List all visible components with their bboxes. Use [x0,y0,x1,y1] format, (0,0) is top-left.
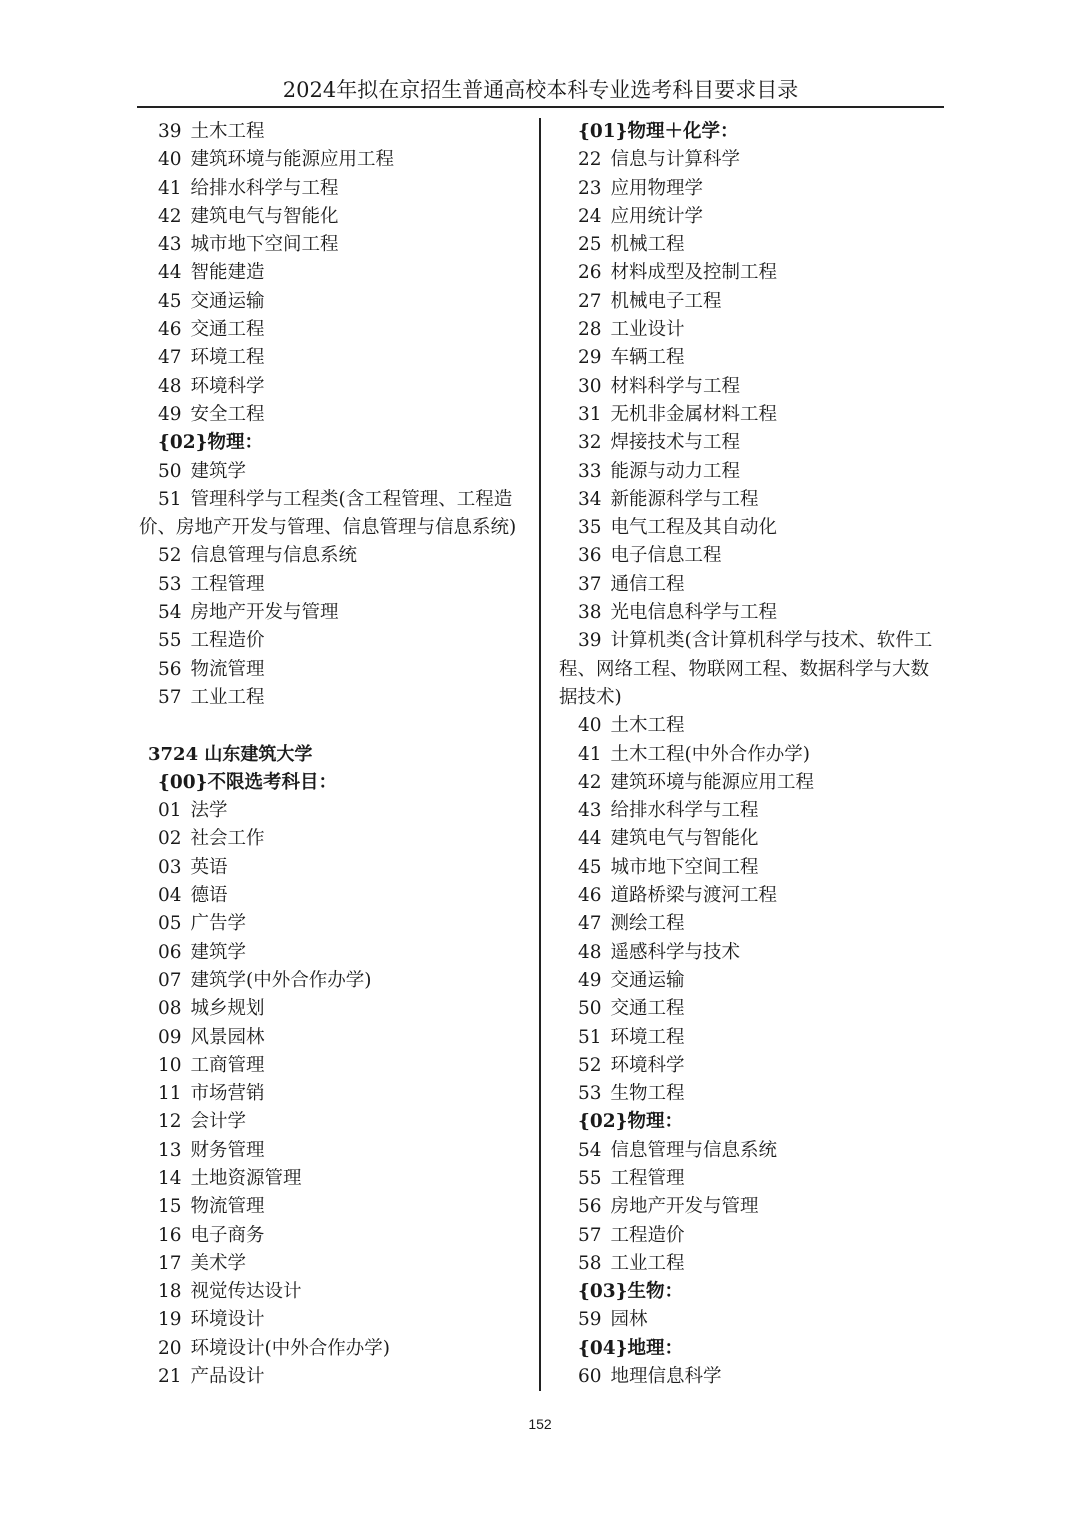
subject-group-heading: {03}生物： [578,1281,684,1303]
major-code: 53 [158,573,182,595]
major-code: 06 [158,941,182,963]
major-name: 工业设计 [610,319,685,341]
major-code: 50 [578,998,602,1020]
major-code: 54 [158,602,182,624]
major-name: 产品设计 [190,1366,265,1388]
major-item [139,910,531,938]
major-name: 土木工程 [610,715,685,737]
major-code: 39 [158,121,182,142]
blank-line [139,712,531,740]
major-item [559,825,944,853]
major-code: 26 [578,262,602,284]
major-item [559,910,944,938]
major-name: 电气工程及其自动化 [610,517,778,539]
major-code: 09 [158,1026,182,1048]
major-item [559,939,944,967]
major-item [139,1306,531,1334]
major-name: 机械电子工程 [610,290,722,312]
major-name: 测绘工程 [610,913,685,935]
major-name: 交通工程 [610,998,685,1020]
major-name: 财务管理 [190,1139,265,1161]
major-name: 工业工程 [610,1252,685,1274]
major-item [139,1193,531,1221]
major-code: 17 [158,1252,182,1274]
major-item [139,1165,531,1193]
major-item [139,1108,531,1136]
major-item [559,486,944,514]
major-item [139,1137,531,1165]
major-code: 46 [158,319,182,341]
major-code: 52 [158,545,182,567]
major-code: 07 [158,969,182,991]
major-item [559,429,944,457]
major-item [139,316,531,344]
major-code: 53 [578,1083,602,1105]
major-code: 46 [578,885,602,907]
major-item [559,741,944,769]
major-code: 03 [158,856,182,878]
major-item [139,599,531,627]
major-item [559,458,944,486]
major-name: 土木工程(中外合作办学) [610,743,810,765]
major-name: 工程管理 [610,1167,685,1189]
major-code: 08 [158,998,182,1020]
major-item [139,401,531,429]
left-column [139,118,531,1391]
major-item [559,1250,944,1278]
header-rule [137,106,944,108]
major-name: 应用物理学 [610,177,704,199]
major-item [139,1080,531,1108]
major-item [139,967,531,995]
major-name: 建筑学 [190,941,247,963]
subject-group-heading: {02}物理： [158,432,264,454]
major-item [559,401,944,429]
major-item [139,1363,531,1391]
major-name: 应用统计学 [610,205,704,227]
major-code: 35 [578,517,602,539]
major-item [559,571,944,599]
major-code: 30 [578,375,602,397]
major-name: 遥感科学与技术 [610,941,741,963]
major-name: 英语 [190,856,228,878]
major-item [139,203,531,231]
major-name: 工程管理 [190,573,265,595]
major-name: 园林 [610,1309,648,1331]
major-name: 市场营销 [190,1083,265,1105]
major-item [559,627,944,655]
major-code: 16 [158,1224,182,1246]
major-code: 55 [158,630,182,652]
major-name: 信息管理与信息系统 [190,545,358,567]
major-name: 城乡规划 [190,998,265,1020]
major-name: 无机非金属材料工程 [610,403,778,425]
major-item [139,995,531,1023]
major-code: 38 [578,602,602,624]
major-item [559,1080,944,1108]
major-code: 14 [158,1167,182,1189]
major-name: 交通运输 [190,290,265,312]
major-item [559,542,944,570]
major-name: 环境科学 [190,375,265,397]
major-item [139,231,531,259]
major-code: 28 [578,319,602,341]
major-item [559,344,944,372]
major-name: 城市地下空间工程 [610,856,759,878]
major-name: 建筑电气与智能化 [190,205,339,227]
major-name: 建筑电气与智能化 [610,828,759,850]
major-item [559,316,944,344]
major-code: 42 [578,771,602,793]
major-item [139,259,531,287]
major-code: 01 [158,800,182,822]
major-item [139,373,531,401]
major-item [139,1052,531,1080]
major-item [139,458,531,486]
major-code: 57 [578,1224,602,1246]
major-code: 59 [578,1309,602,1331]
major-item [139,1250,531,1278]
major-code: 55 [578,1167,602,1189]
right-column [559,118,944,1391]
major-item [559,1052,944,1080]
major-code: 36 [578,545,602,567]
major-name: 法学 [190,800,228,822]
major-code: 43 [578,800,602,822]
major-code: 31 [578,403,602,425]
major-code: 19 [158,1309,182,1331]
major-name: 焊接技术与工程 [610,432,741,454]
subject-group-heading: {02}物理： [578,1111,684,1133]
major-name: 电子商务 [190,1224,265,1246]
major-name: 给排水科学与工程 [190,177,339,199]
subject-group-heading: {01}物理＋化学： [578,121,739,142]
major-name: 工程造价 [610,1224,685,1246]
major-name: 生物工程 [610,1083,685,1105]
major-item [139,118,531,146]
major-code: 41 [578,743,602,765]
major-code: 13 [158,1139,182,1161]
major-code: 40 [578,715,602,737]
major-code: 34 [578,488,602,510]
major-name: 会计学 [190,1111,247,1133]
major-code: 49 [158,403,182,425]
major-name: 土木工程 [190,121,265,142]
major-name: 美术学 [190,1252,247,1274]
page-header-title: 2024年拟在京招生普通高校本科专业选考科目要求目录 [282,78,799,102]
column-divider [539,118,541,1391]
major-item [559,259,944,287]
major-code: 23 [578,177,602,199]
major-code: 60 [578,1366,602,1388]
major-code: 11 [158,1083,182,1105]
major-name: 给排水科学与工程 [610,800,759,822]
major-name: 交通工程 [190,319,265,341]
major-name: 交通运输 [610,969,685,991]
major-item [559,373,944,401]
major-item [559,882,944,910]
major-code: 48 [158,375,182,397]
major-name: 电子信息工程 [610,545,722,567]
major-code: 48 [578,941,602,963]
major-name: 环境工程 [610,1026,685,1048]
major-item [139,571,531,599]
major-code: 02 [158,828,182,850]
major-item [139,175,531,203]
major-code: 56 [578,1196,602,1218]
major-item [139,797,531,825]
major-item [139,542,531,570]
major-code: 32 [578,432,602,454]
major-item [139,288,531,316]
major-item [139,882,531,910]
major-name: 社会工作 [190,828,265,850]
major-name: 建筑学 [190,460,247,482]
major-name: 工业工程 [190,686,265,708]
major-name: 材料成型及控制工程 [610,262,778,284]
major-name: 物流管理 [190,1196,265,1218]
major-code: 52 [578,1054,602,1076]
major-name: 光电信息科学与工程 [610,602,778,624]
major-name: 地理信息科学 [610,1366,722,1388]
major-item [559,967,944,995]
major-name-continuation: 价、房地产开发与管理、信息管理与信息系统) [139,517,517,539]
major-code: 37 [578,573,602,595]
major-name: 土地资源管理 [190,1167,302,1189]
major-item [559,1024,944,1052]
major-code: 25 [578,234,602,256]
major-name: 材料科学与工程 [610,375,741,397]
major-name-continuation: 程、网络工程、物联网工程、数据科学与大数 [559,658,930,680]
major-item [559,203,944,231]
major-item [559,1165,944,1193]
major-name: 环境设计(中外合作办学) [190,1337,390,1359]
major-item [139,1024,531,1052]
major-code: 42 [158,205,182,227]
major-code: 47 [158,347,182,369]
major-code: 41 [158,177,182,199]
major-item [139,1278,531,1306]
major-item [559,854,944,882]
major-item [559,288,944,316]
major-code: 04 [158,885,182,907]
major-name: 建筑环境与能源应用工程 [610,771,815,793]
major-code: 58 [578,1252,602,1274]
major-code: 22 [578,149,602,171]
major-name: 建筑环境与能源应用工程 [190,149,395,171]
major-item [139,627,531,655]
major-item [559,599,944,627]
major-name: 物流管理 [190,658,265,680]
major-item [139,939,531,967]
major-code: 12 [158,1111,182,1133]
major-item [559,797,944,825]
page-number: 152 [528,1416,552,1432]
major-item [559,231,944,259]
major-code: 43 [158,234,182,256]
major-item [139,486,531,514]
major-code: 47 [578,913,602,935]
major-code: 51 [578,1026,602,1048]
major-code: 51 [158,488,182,510]
major-name: 信息管理与信息系统 [610,1139,778,1161]
major-name: 德语 [190,885,228,907]
major-code: 33 [578,460,602,482]
major-item [559,1193,944,1221]
major-name: 道路桥梁与渡河工程 [610,885,778,907]
school-heading: 3724 山东建筑大学 [148,743,313,765]
major-name: 计算机类(含计算机科学与技术、软件工 [610,630,933,652]
major-item [559,1137,944,1165]
major-name: 环境工程 [190,347,265,369]
major-name: 环境设计 [190,1309,265,1331]
major-item [139,344,531,372]
major-code: 44 [158,262,182,284]
major-name: 城市地下空间工程 [190,234,339,256]
major-item [559,175,944,203]
major-item [139,146,531,174]
major-code: 50 [158,460,182,482]
major-item [559,1363,944,1391]
major-code: 18 [158,1281,182,1303]
major-name: 房地产开发与管理 [610,1196,759,1218]
major-name: 视觉传达设计 [190,1281,302,1303]
major-code: 27 [578,290,602,312]
major-code: 44 [578,828,602,850]
major-name: 工商管理 [190,1054,265,1076]
major-item [139,656,531,684]
major-code: 05 [158,913,182,935]
major-item [139,825,531,853]
major-name: 风景园林 [190,1026,265,1048]
major-code: 39 [578,630,602,652]
major-name: 房地产开发与管理 [190,602,339,624]
major-item [559,769,944,797]
major-code: 15 [158,1196,182,1218]
major-item [559,514,944,542]
major-code: 24 [578,205,602,227]
major-code: 57 [158,686,182,708]
major-name: 车辆工程 [610,347,685,369]
major-code: 54 [578,1139,602,1161]
major-name: 机械工程 [610,234,685,256]
major-name: 环境科学 [610,1054,685,1076]
major-name: 工程造价 [190,630,265,652]
major-item [139,684,531,712]
major-item [139,854,531,882]
major-code: 20 [158,1337,182,1359]
major-name: 广告学 [190,913,247,935]
major-item [559,1222,944,1250]
major-code: 21 [158,1366,182,1388]
major-item [139,1222,531,1250]
major-code: 45 [158,290,182,312]
major-name: 安全工程 [190,403,265,425]
major-name: 新能源科学与工程 [610,488,759,510]
major-name: 建筑学(中外合作办学) [190,969,372,991]
major-item [559,1306,944,1334]
major-code: 10 [158,1054,182,1076]
major-item [559,146,944,174]
major-code: 29 [578,347,602,369]
major-code: 56 [158,658,182,680]
major-name: 智能建造 [190,262,265,284]
major-item [559,712,944,740]
major-name: 通信工程 [610,573,685,595]
major-code: 49 [578,969,602,991]
major-name-continuation: 据技术) [559,686,622,708]
major-code: 45 [578,856,602,878]
major-code: 40 [158,149,182,171]
major-item [139,1335,531,1363]
major-item [559,995,944,1023]
subject-group-heading: {04}地理： [578,1337,684,1359]
subject-group-heading: {00}不限选考科目： [158,771,338,793]
major-name: 信息与计算科学 [610,149,741,171]
major-name: 能源与动力工程 [610,460,741,482]
major-name: 管理科学与工程类(含工程管理、工程造 [190,488,513,510]
